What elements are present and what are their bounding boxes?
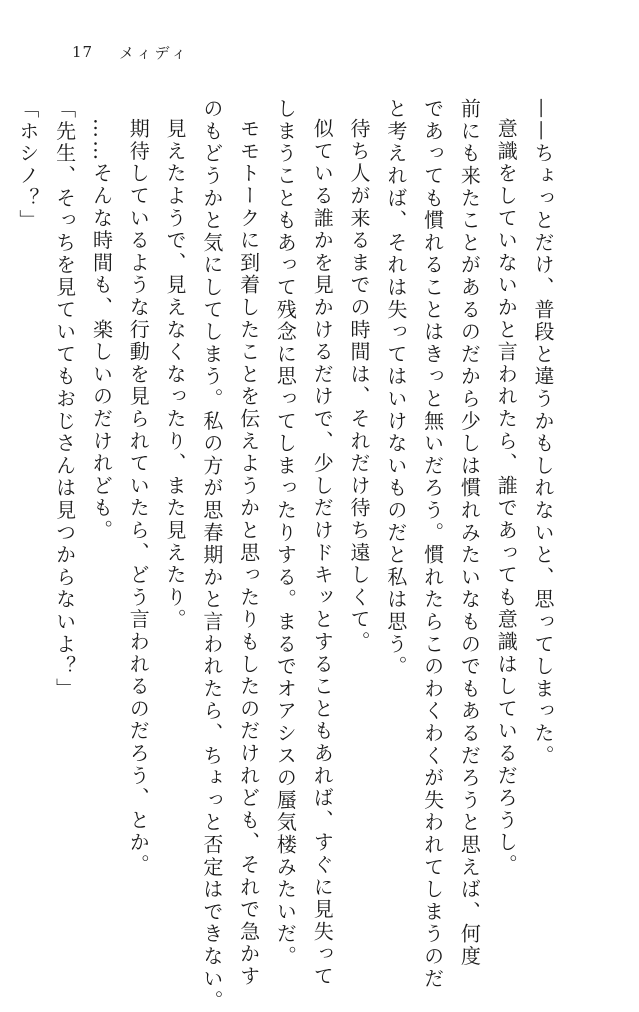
paragraph: しまうこともあって残念に思ってしまったりする。まるでオアシスの蜃気楼みたいだ。 xyxy=(273,98,298,968)
paragraph: 似ている誰かを見かけるだけで、少しだけドキッとすることもあれば、すぐに見失って xyxy=(310,118,335,988)
chapter-title: メィディ xyxy=(119,43,190,62)
paragraph: 前にも来たことがあるのだから少しは慣れみたいなものでもあるだろうと思えば、何度 xyxy=(457,98,482,968)
paragraph: 期待しているような行動を見られていたら、どう言われるのだろう、とか。 xyxy=(126,118,151,877)
paragraph: のもどうかと気にしてしまう。私の方が思春期かと言われたら、ちょっと否定はできない。 xyxy=(199,98,224,1012)
paragraph: モモトークに到着したことを伝えようかと思ったりもしたのだけれども、それで急かす xyxy=(236,118,261,988)
paragraph: ——ちょっとだけ、普段と違うかもしれないと、思ってしまった。 xyxy=(531,98,555,767)
dialogue-line: 「先生、そっちを見ていてもおじさんは見つからないよ？」 xyxy=(52,98,77,701)
dialogue-line: 「ホシノ？」 xyxy=(15,98,40,232)
paragraph: 見えたようで、見えなくなったり、また見えたり。 xyxy=(163,118,188,631)
page-number: 17 xyxy=(72,43,94,61)
vertical-body-text xyxy=(9,98,561,1012)
paragraph: であっても慣れることはきっと無いだろう。慣れたらこのわくわくが失われてしまうのだ xyxy=(420,98,445,990)
running-header xyxy=(72,40,189,64)
paragraph: と考えれば、それは失ってはいけないものだと私は思う。 xyxy=(383,98,408,678)
paragraph: 意識をしていないかと言われたら、誰であっても意識はしているだろうし。 xyxy=(494,118,519,877)
paragraph: 待ち人が来るまでの時間は、それだけ待ち遠しくて。 xyxy=(347,118,372,654)
paragraph: ……そんな時間も、楽しいのだけれども。 xyxy=(89,118,114,542)
